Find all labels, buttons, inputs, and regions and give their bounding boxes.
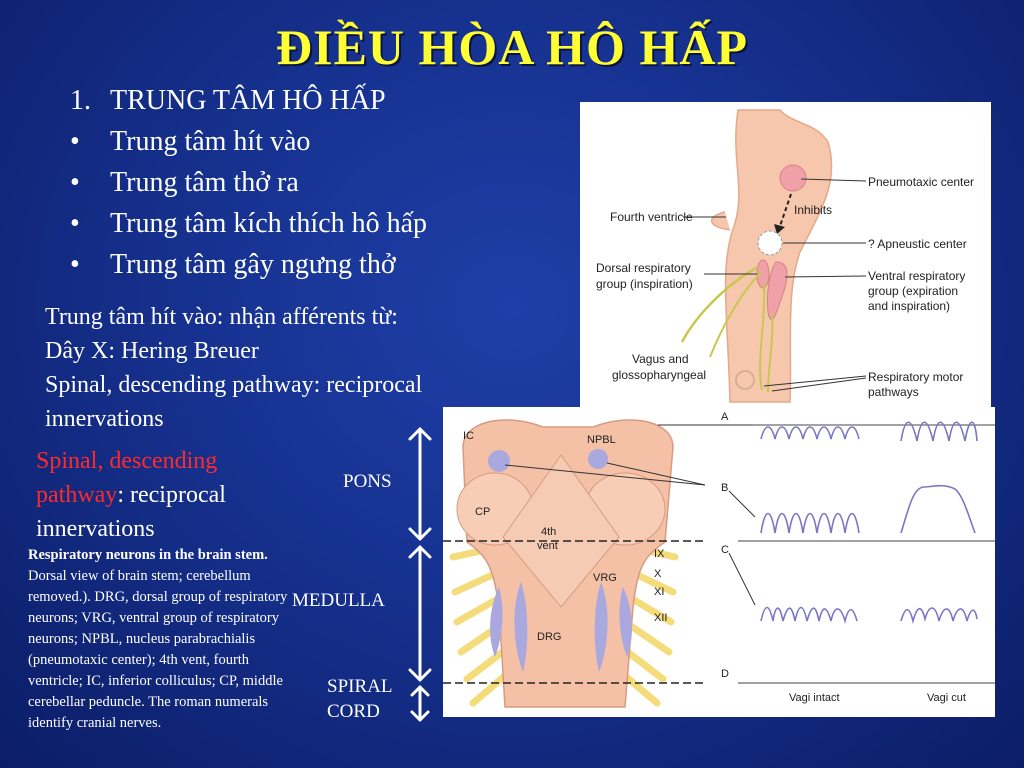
bullet-marker: • [70,167,80,198]
trace-a-intact [761,427,859,439]
list-item-text: Trung tâm kích thích hô hấp [110,208,428,239]
spinal-cord-label-line: CORD [327,701,380,722]
drg-label: group (inspiration) [596,277,693,291]
npbl-label: NPBL [587,434,616,446]
list-item-text: TRUNG TÂM HÔ HẤP [110,85,386,116]
pneumotaxic-label: Pneumotaxic center [868,175,975,189]
vrg-label: Ventral respiratory [868,269,966,283]
drg-label: Dorsal respiratory [596,261,691,275]
apneustic-label: ? Apneustic center [868,237,967,251]
vrg-label: group (expiration [868,284,959,298]
fourth-ventricle-label: Fourth ventricle [610,210,693,224]
motor-pathways-label: pathways [868,385,919,399]
number-marker: 1. [70,85,91,116]
leader-line [729,553,755,605]
breathing-traces [761,422,977,621]
vent-label: 4th [541,526,557,538]
afferents-line: Trung tâm hít vào: nhận afférents từ: [45,304,398,330]
afferents-line: innervations [45,406,164,432]
vrg-label: and inspiration) [868,299,951,313]
nerve-label-x: X [654,568,662,580]
vent-label: vent [537,540,558,552]
drg-label: DRG [537,631,562,643]
level-label-b: B [721,482,729,494]
bullet-marker: • [70,126,80,157]
spinal-pathway-rest: : reciprocal innervations [36,482,226,542]
region-arrows [406,425,434,725]
brainstem-shape [726,110,832,402]
vrg-label: VRG [593,572,617,584]
nerve-label-xi: XI [654,586,665,598]
vagi-cut-label: Vagi cut [927,692,966,704]
spinal-pathway-note [36,444,306,546]
slide-title: ĐIỀU HÒA HÔ HẤP [276,19,748,75]
afferents-line: Spinal, descending pathway: reciprocal [45,372,423,398]
list-item [70,121,427,162]
trace-c-intact [761,608,857,622]
respiratory-centers-diagram [580,102,991,410]
medulla-label: MEDULLA [292,590,385,611]
nerve-label-ix: IX [654,548,665,560]
dorsal-brainstem-svg [443,407,995,717]
apneustic-nucleus [758,231,782,255]
vagi-intact-label: Vagi intact [789,692,840,704]
caption-bold: Respiratory neurons in the brain stem. [28,547,268,563]
leader-line [785,276,866,277]
pons-label: PONS [343,471,392,492]
list-item-text: Trung tâm thở ra [110,167,299,198]
vagus-label: glossopharyngeal [612,368,707,382]
bullet-marker: • [70,208,80,239]
ic-nucleus [488,450,510,472]
level-label-d: D [721,668,729,680]
list-item [70,203,427,244]
inhibits-label: Inhibits [794,203,833,217]
ic-label: IC [463,430,474,442]
fourth-ventricle-shape [712,212,730,230]
level-label-a: A [721,411,729,423]
dorsal-brainstem-diagram [443,407,995,717]
spinal-cord-label-line: SPIRAL [327,676,393,697]
spinal-pathway-highlight: Spinal, descending pathway [36,448,218,508]
list-item [70,162,427,203]
pneumotaxic-nucleus [780,165,806,191]
npbl-nucleus [588,449,608,469]
respiratory-centers-list [70,80,427,285]
trace-c-cut [901,608,977,621]
figure-caption [28,545,300,734]
afferents-line: Dây X: Hering Breuer [45,338,259,364]
caption-text: Dorsal view of brain stem; cerebellum removed.). DRG, dorsal group of respiratory neurons; VRG, ventral group of respiratory neurons; NPBL, nucleus parabrachialis (pneumotaxic center); 4th vent, fourth ventricle; IC, inferior colliculus; CP, middle cerebellar peduncle. The roman numerals identify cranial nerves. [28,568,288,731]
leader-line [729,491,755,517]
level-label-c: C [721,544,729,556]
motor-pathways-label: Respiratory motor [868,370,964,384]
bullet-marker: • [70,249,80,280]
respiratory-centers-svg [580,102,991,410]
vagus-label: Vagus and [632,352,689,366]
trace-b-cut [901,486,975,533]
nerve-label-xii: XII [654,612,668,624]
cp-label: CP [475,506,491,518]
list-item-numbered [70,80,427,121]
spinal-cord-label [327,674,392,724]
list-item-text: Trung tâm gây ngưng thở [110,249,396,280]
list-item [70,244,427,285]
list-item-text: Trung tâm hít vào [110,126,311,157]
trace-b-intact [761,514,859,534]
